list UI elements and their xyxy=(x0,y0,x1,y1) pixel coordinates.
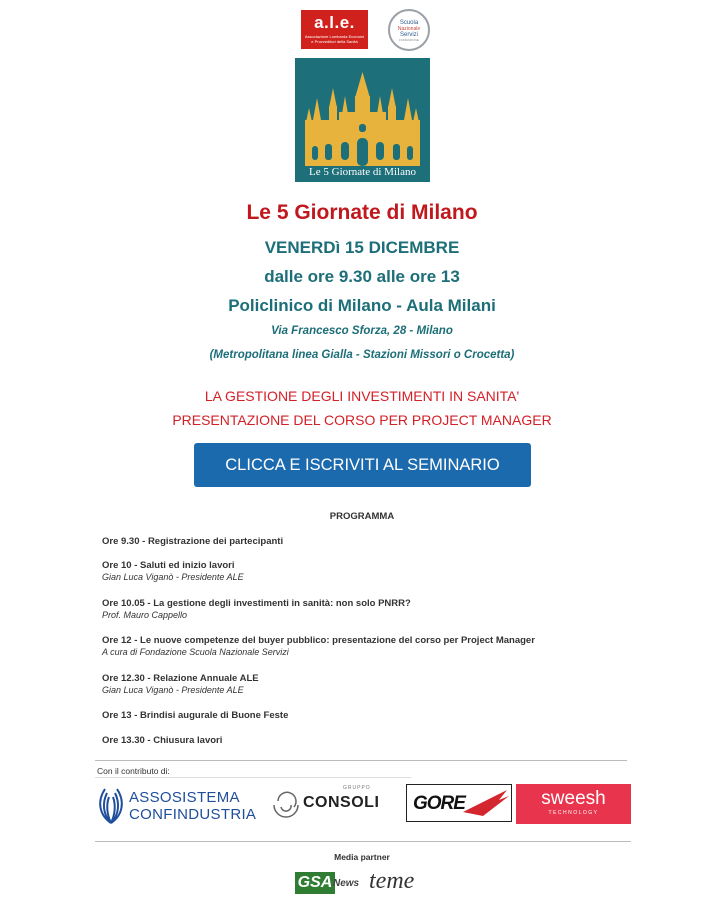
program-item-speaker: A cura di Fondazione Scuola Nazionale Servizi xyxy=(102,647,289,657)
event-title: Le 5 Giornate di Milano xyxy=(246,201,478,224)
ale-logo xyxy=(301,10,368,49)
program-item xyxy=(102,536,283,547)
program-item-speaker: Gian Luca Viganò - Presidente ALE xyxy=(102,572,244,582)
consoli-swirl-icon xyxy=(271,785,301,825)
program-item xyxy=(102,710,288,721)
gsa-news-text: News xyxy=(333,878,360,889)
program-title: PROGRAMMA xyxy=(329,511,395,522)
program-item-speaker: Prof. Mauro Cappello xyxy=(102,610,188,620)
program-item-title: Ore 10 - Saluti ed inizio lavori xyxy=(102,560,235,571)
media-partner-label: Media partner xyxy=(334,852,390,862)
program-item xyxy=(102,560,244,582)
headline-line1: LA GESTIONE DEGLI INVESTIMENTI IN SANITA' xyxy=(204,388,520,404)
sns-logo-line1: Scuola xyxy=(399,20,419,26)
confindustria-text: CONFINDUSTRIA xyxy=(129,806,257,823)
sns-logo-line3: Servizi xyxy=(399,32,418,38)
consoli-logo[interactable] xyxy=(271,782,386,828)
event-time: dalle ore 9.30 alle ore 13 xyxy=(264,267,460,286)
program-item xyxy=(102,635,535,657)
sns-logo-line2: Nazionale xyxy=(397,26,421,32)
program-item-title: Ore 13.30 - Chiusura lavori xyxy=(102,735,223,746)
divider xyxy=(95,841,631,842)
event-place: Policlinico di Milano - Aula Milani xyxy=(228,296,496,315)
consoli-group-text: GRUPPO xyxy=(343,785,371,791)
sweesh-subtext: TECHNOLOGY xyxy=(548,810,599,816)
teme-logo[interactable]: teme xyxy=(369,868,415,894)
program-item-title: Ore 12 - Le nuove competenze del buyer pubblico: presentazione del corso per Project Manager xyxy=(102,635,535,646)
program-item-title: Ore 12.30 - Relazione Annuale ALE xyxy=(102,673,259,684)
program-item-title: Ore 13 - Brindisi augurale di Buone Feste xyxy=(102,710,289,721)
duomo-illustration xyxy=(295,58,430,182)
sns-logo xyxy=(388,9,430,51)
program-item xyxy=(102,598,411,620)
consoli-text: CONSOLI xyxy=(303,794,380,811)
duomo-icon xyxy=(295,58,430,182)
event-address: Via Francesco Sforza, 28 - Milano xyxy=(271,325,453,337)
sweesh-text: sweesh xyxy=(541,788,606,809)
divider xyxy=(95,760,627,761)
sponsors-label: Con il contributo di: xyxy=(97,766,170,776)
event-metro: (Metropolitana linea Gialla - Stazioni Missori o Crocetta) xyxy=(209,349,515,361)
gsa-news-logo[interactable] xyxy=(295,871,367,895)
gore-text: GORE xyxy=(413,793,465,814)
duomo-caption: Le 5 Giornate di Milano xyxy=(309,166,416,178)
register-button[interactable]: CLICCA E ISCRIVITI AL SEMINARIO xyxy=(194,443,531,487)
gore-wing-icon xyxy=(463,786,509,820)
event-day: VENERDì 15 DICEMBRE xyxy=(264,238,460,257)
headline-line2: PRESENTAZIONE DEL CORSO PER PROJECT MANAGER xyxy=(172,412,552,428)
program-item-speaker: Gian Luca Viganò - Presidente ALE xyxy=(102,685,244,695)
program-item xyxy=(102,673,259,695)
program-item-title: Ore 9.30 - Registrazione dei partecipanti xyxy=(102,536,284,547)
divider xyxy=(95,777,411,778)
program-item-title: Ore 10.05 - La gestione degli investimenti in sanità: non solo PNRR? xyxy=(102,598,411,609)
assosistema-logo[interactable] xyxy=(95,785,263,825)
sns-logo-line4: FONDAZIONE xyxy=(399,38,419,42)
ale-logo-text: a.l.e. xyxy=(314,13,355,32)
gsa-text: GSA xyxy=(295,872,335,894)
assosistema-arcs-icon xyxy=(95,785,127,825)
program-item xyxy=(102,735,222,746)
ale-logo-subtext: Associazione Lombarda Economi e Provveditori della Sanità xyxy=(304,34,365,44)
sweesh-logo[interactable] xyxy=(516,784,631,824)
gore-logo[interactable] xyxy=(406,784,512,822)
assosistema-text: ASSOSISTEMA xyxy=(129,789,240,806)
